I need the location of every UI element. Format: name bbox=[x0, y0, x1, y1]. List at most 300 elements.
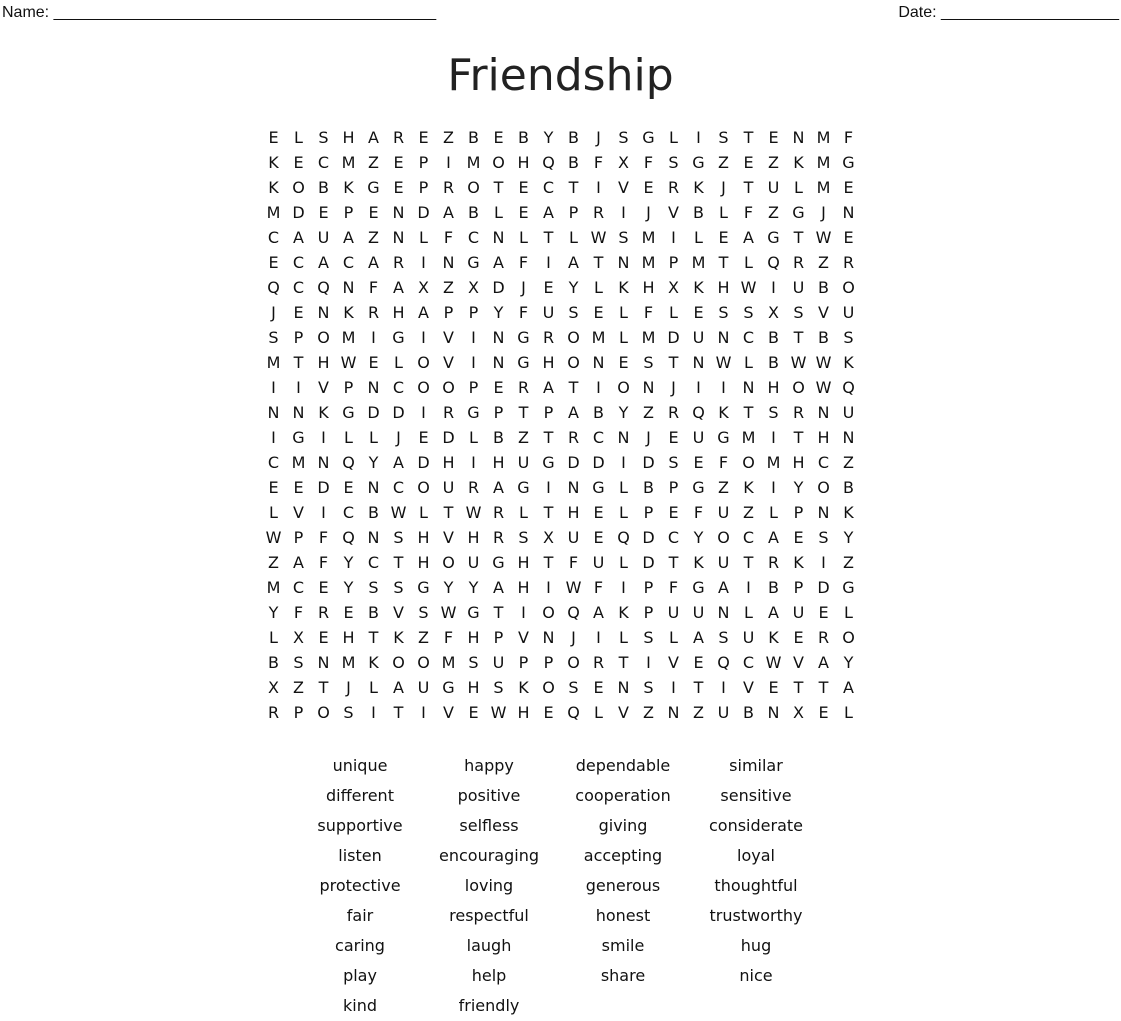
grid-letter: W bbox=[815, 228, 832, 247]
grid-letter: C bbox=[292, 578, 305, 597]
grid-letter: K bbox=[843, 353, 854, 372]
grid-letter: F bbox=[443, 628, 454, 647]
grid-letter: Y bbox=[843, 653, 854, 672]
grid-letter: A bbox=[568, 253, 579, 272]
grid-letter: O bbox=[442, 553, 455, 572]
grid-letter: Q bbox=[342, 453, 355, 472]
word-list-item: protective bbox=[319, 876, 401, 895]
grid-letter: L bbox=[719, 203, 728, 222]
grid-letter: W bbox=[565, 578, 582, 597]
grid-letter: B bbox=[468, 203, 479, 222]
grid-letter: S bbox=[568, 303, 579, 322]
grid-letter: F bbox=[293, 603, 304, 622]
grid-letter: W bbox=[490, 703, 507, 722]
grid-letter: T bbox=[793, 228, 804, 247]
grid-letter: L bbox=[619, 553, 628, 572]
grid-letter: T bbox=[793, 678, 804, 697]
grid-letter: W bbox=[390, 503, 407, 522]
grid-letter: E bbox=[668, 503, 679, 522]
grid-letter: Z bbox=[368, 228, 379, 247]
grid-letter: O bbox=[417, 378, 430, 397]
grid-letter: R bbox=[317, 603, 330, 622]
grid-letter: W bbox=[340, 353, 357, 372]
grid-letter: U bbox=[717, 553, 730, 572]
grid-letter: L bbox=[794, 178, 803, 197]
grid-letter: N bbox=[317, 303, 330, 322]
grid-letter: T bbox=[668, 353, 679, 372]
grid-letter: D bbox=[592, 453, 605, 472]
grid-letter: F bbox=[643, 153, 654, 172]
grid-letter: P bbox=[343, 378, 354, 397]
grid-letter: E bbox=[293, 478, 304, 497]
grid-letter: U bbox=[692, 328, 705, 347]
grid-letter: E bbox=[793, 528, 804, 547]
grid-letter: O bbox=[567, 353, 580, 372]
grid-letter: I bbox=[471, 328, 476, 347]
grid-letter: Z bbox=[818, 253, 829, 272]
grid-letter: E bbox=[768, 678, 779, 697]
grid-letter: M bbox=[691, 253, 706, 272]
grid-letter: K bbox=[618, 278, 629, 297]
grid-letter: X bbox=[543, 528, 554, 547]
grid-letter: P bbox=[468, 303, 479, 322]
grid-letter: N bbox=[367, 528, 380, 547]
grid-letter: K bbox=[618, 603, 629, 622]
grid-letter: C bbox=[292, 278, 305, 297]
grid-letter: M bbox=[641, 228, 656, 247]
grid-letter: I bbox=[696, 128, 701, 147]
grid-letter: V bbox=[443, 328, 454, 347]
grid-letter: F bbox=[518, 303, 529, 322]
grid-letter: P bbox=[518, 653, 529, 672]
grid-letter: L bbox=[619, 503, 628, 522]
grid-letter: U bbox=[692, 428, 705, 447]
grid-letter: I bbox=[546, 478, 551, 497]
grid-letter: O bbox=[417, 353, 430, 372]
grid-letter: M bbox=[291, 453, 306, 472]
grid-letter: A bbox=[693, 628, 704, 647]
grid-letter: T bbox=[568, 178, 579, 197]
word-list-item: considerate bbox=[708, 816, 803, 835]
grid-letter: B bbox=[568, 128, 579, 147]
grid-letter: U bbox=[792, 603, 805, 622]
grid-letter: N bbox=[492, 228, 505, 247]
grid-letter: N bbox=[717, 328, 730, 347]
grid-letter: M bbox=[341, 153, 356, 172]
grid-letter: T bbox=[743, 403, 754, 422]
grid-letter: V bbox=[818, 303, 829, 322]
grid-letter: W bbox=[815, 378, 832, 397]
grid-letter: L bbox=[619, 478, 628, 497]
word-list-item: similar bbox=[729, 756, 783, 775]
grid-letter: V bbox=[793, 653, 804, 672]
grid-letter: N bbox=[492, 353, 505, 372]
grid-letter: C bbox=[267, 453, 280, 472]
grid-letter: G bbox=[542, 453, 555, 472]
grid-letter: R bbox=[392, 253, 405, 272]
grid-letter: O bbox=[842, 278, 855, 297]
word-list-item: hug bbox=[740, 936, 772, 955]
word-list-item: supportive bbox=[317, 816, 403, 835]
grid-letter: U bbox=[767, 178, 780, 197]
grid-letter: E bbox=[293, 303, 304, 322]
grid-letter: O bbox=[317, 328, 330, 347]
grid-letter: F bbox=[693, 503, 704, 522]
grid-letter: I bbox=[421, 328, 426, 347]
grid-letter: Z bbox=[443, 128, 454, 147]
page-title: Friendship bbox=[447, 50, 674, 101]
word-list-item: trustworthy bbox=[709, 906, 803, 925]
grid-letter: N bbox=[367, 478, 380, 497]
grid-letter: H bbox=[417, 528, 430, 547]
grid-letter: D bbox=[317, 478, 330, 497]
grid-letter: I bbox=[771, 278, 776, 297]
grid-letter: P bbox=[643, 503, 654, 522]
word-list-item: thoughtful bbox=[714, 876, 798, 895]
grid-letter: L bbox=[394, 353, 403, 372]
grid-letter: T bbox=[518, 403, 529, 422]
grid-letter: Z bbox=[843, 553, 854, 572]
grid-letter: U bbox=[467, 553, 480, 572]
grid-letter: Y bbox=[268, 603, 279, 622]
word-list-item: caring bbox=[335, 936, 385, 955]
grid-letter: E bbox=[468, 703, 479, 722]
grid-letter: H bbox=[317, 353, 330, 372]
grid-letter: P bbox=[643, 603, 654, 622]
word-list-item: play bbox=[343, 966, 377, 985]
grid-letter: C bbox=[392, 378, 405, 397]
grid-letter: D bbox=[817, 578, 830, 597]
grid-letter: L bbox=[519, 503, 528, 522]
grid-letter: R bbox=[817, 628, 830, 647]
grid-letter: E bbox=[393, 178, 404, 197]
grid-letter: W bbox=[815, 353, 832, 372]
grid-letter: B bbox=[468, 128, 479, 147]
grid-letter: H bbox=[817, 428, 830, 447]
grid-letter: U bbox=[517, 453, 530, 472]
grid-letter: R bbox=[392, 128, 405, 147]
grid-letter: S bbox=[718, 303, 729, 322]
grid-letter: K bbox=[268, 178, 279, 197]
grid-letter: I bbox=[621, 578, 626, 597]
grid-letter: G bbox=[592, 478, 605, 497]
grid-row bbox=[261, 225, 861, 250]
grid-letter: T bbox=[818, 678, 829, 697]
grid-letter: X bbox=[268, 678, 279, 697]
grid-letter: N bbox=[542, 628, 555, 647]
grid-letter: I bbox=[321, 503, 326, 522]
grid-row bbox=[261, 650, 861, 675]
grid-letter: S bbox=[468, 653, 479, 672]
grid-letter: K bbox=[743, 478, 754, 497]
grid-letter: E bbox=[593, 528, 604, 547]
grid-letter: M bbox=[591, 328, 606, 347]
grid-row bbox=[261, 575, 861, 600]
grid-letter: E bbox=[268, 478, 279, 497]
grid-letter: W bbox=[715, 353, 732, 372]
grid-letter: H bbox=[717, 278, 730, 297]
grid-letter: E bbox=[693, 653, 704, 672]
grid-letter: V bbox=[618, 178, 629, 197]
grid-letter: U bbox=[542, 303, 555, 322]
grid-letter: G bbox=[692, 478, 705, 497]
grid-letter: T bbox=[493, 603, 504, 622]
grid-letter: T bbox=[543, 228, 554, 247]
grid-letter: J bbox=[271, 303, 276, 322]
grid-letter: L bbox=[294, 128, 303, 147]
grid-letter: Z bbox=[693, 703, 704, 722]
grid-letter: U bbox=[717, 503, 730, 522]
grid-letter: R bbox=[792, 403, 805, 422]
grid-letter: Y bbox=[343, 553, 354, 572]
grid-letter: E bbox=[318, 203, 329, 222]
grid-letter: S bbox=[268, 328, 279, 347]
grid-letter: D bbox=[642, 553, 655, 572]
grid-letter: G bbox=[517, 353, 530, 372]
grid-letter: R bbox=[367, 303, 380, 322]
grid-letter: N bbox=[492, 328, 505, 347]
grid-letter: H bbox=[792, 453, 805, 472]
grid-letter: F bbox=[668, 578, 679, 597]
grid-letter: L bbox=[369, 678, 378, 697]
grid-letter: P bbox=[793, 578, 804, 597]
grid-letter: H bbox=[492, 453, 505, 472]
grid-letter: Y bbox=[443, 578, 454, 597]
date-field-line: Date: ____________________ bbox=[898, 4, 1119, 21]
grid-letter: Z bbox=[443, 278, 454, 297]
grid-letter: W bbox=[765, 653, 782, 672]
grid-letter: C bbox=[342, 503, 355, 522]
grid-letter: H bbox=[392, 303, 405, 322]
grid-letter: T bbox=[793, 328, 804, 347]
grid-letter: N bbox=[617, 253, 630, 272]
grid-letter: E bbox=[693, 453, 704, 472]
grid-letter: J bbox=[671, 378, 676, 397]
grid-letter: M bbox=[741, 428, 756, 447]
grid-letter: I bbox=[471, 453, 476, 472]
grid-letter: X bbox=[293, 628, 304, 647]
grid-letter: L bbox=[419, 228, 428, 247]
grid-letter: H bbox=[417, 553, 430, 572]
grid-letter: B bbox=[368, 503, 379, 522]
grid-letter: X bbox=[468, 278, 479, 297]
grid-letter: D bbox=[492, 278, 505, 297]
grid-letter: A bbox=[768, 528, 779, 547]
grid-letter: O bbox=[792, 378, 805, 397]
grid-letter: R bbox=[492, 528, 505, 547]
grid-letter: M bbox=[816, 128, 831, 147]
grid-letter: C bbox=[292, 253, 305, 272]
grid-letter: R bbox=[517, 378, 530, 397]
grid-letter: K bbox=[343, 303, 354, 322]
grid-letter: O bbox=[442, 378, 455, 397]
grid-letter: A bbox=[343, 228, 354, 247]
grid-letter: V bbox=[443, 703, 454, 722]
grid-letter: B bbox=[518, 128, 529, 147]
grid-letter: D bbox=[667, 328, 680, 347]
grid-letter: G bbox=[692, 578, 705, 597]
word-list-item: fair bbox=[346, 906, 374, 925]
grid-row bbox=[261, 625, 861, 650]
grid-letter: C bbox=[817, 453, 830, 472]
grid-row bbox=[261, 300, 861, 325]
grid-letter: M bbox=[816, 153, 831, 172]
grid-letter: E bbox=[543, 278, 554, 297]
grid-letter: L bbox=[569, 228, 578, 247]
grid-letter: M bbox=[341, 328, 356, 347]
grid-letter: U bbox=[492, 653, 505, 672]
grid-letter: N bbox=[267, 403, 280, 422]
grid-row bbox=[261, 325, 861, 350]
grid-letter: L bbox=[619, 328, 628, 347]
grid-letter: E bbox=[418, 128, 429, 147]
grid-letter: Z bbox=[518, 428, 529, 447]
grid-letter: I bbox=[771, 428, 776, 447]
grid-letter: A bbox=[493, 253, 504, 272]
grid-letter: P bbox=[443, 303, 454, 322]
grid-letter: I bbox=[296, 378, 301, 397]
grid-letter: T bbox=[293, 353, 304, 372]
grid-letter: O bbox=[842, 628, 855, 647]
grid-letter: A bbox=[743, 228, 754, 247]
grid-letter: J bbox=[346, 678, 351, 697]
word-list-item: happy bbox=[464, 756, 514, 775]
grid-letter: T bbox=[543, 503, 554, 522]
grid-letter: E bbox=[643, 178, 654, 197]
grid-letter: I bbox=[271, 428, 276, 447]
grid-letter: A bbox=[293, 228, 304, 247]
grid-letter: R bbox=[442, 403, 455, 422]
grid-row bbox=[261, 675, 861, 700]
grid-letter: O bbox=[417, 653, 430, 672]
grid-letter: X bbox=[418, 278, 429, 297]
grid-letter: G bbox=[392, 328, 405, 347]
grid-letter: L bbox=[619, 628, 628, 647]
grid-letter: V bbox=[668, 653, 679, 672]
grid-letter: D bbox=[417, 203, 430, 222]
grid-letter: B bbox=[693, 203, 704, 222]
word-list-item: friendly bbox=[458, 996, 520, 1015]
word-list-item: nice bbox=[739, 966, 773, 985]
grid-letter: I bbox=[421, 703, 426, 722]
grid-letter: I bbox=[621, 453, 626, 472]
word-list-item: share bbox=[600, 966, 646, 985]
grid-letter: G bbox=[842, 153, 855, 172]
grid-letter: E bbox=[368, 203, 379, 222]
grid-letter: I bbox=[746, 578, 751, 597]
grid-letter: Z bbox=[718, 153, 729, 172]
grid-letter: F bbox=[318, 553, 329, 572]
grid-letter: I bbox=[471, 353, 476, 372]
grid-letter: N bbox=[667, 703, 680, 722]
grid-row bbox=[261, 250, 861, 275]
grid-letter: J bbox=[521, 278, 526, 297]
grid-letter: L bbox=[469, 428, 478, 447]
grid-letter: L bbox=[844, 703, 853, 722]
grid-letter: S bbox=[668, 153, 679, 172]
grid-letter: N bbox=[392, 203, 405, 222]
grid-letter: N bbox=[442, 253, 455, 272]
grid-letter: H bbox=[467, 628, 480, 647]
grid-letter: E bbox=[493, 378, 504, 397]
grid-letter: Z bbox=[643, 403, 654, 422]
grid-letter: A bbox=[293, 553, 304, 572]
grid-letter: B bbox=[318, 178, 329, 197]
grid-letter: P bbox=[793, 503, 804, 522]
grid-letter: L bbox=[694, 228, 703, 247]
grid-letter: N bbox=[842, 203, 855, 222]
grid-letter: Y bbox=[343, 578, 354, 597]
grid-letter: H bbox=[442, 453, 455, 472]
grid-letter: C bbox=[392, 478, 405, 497]
grid-letter: N bbox=[642, 378, 655, 397]
grid-letter: K bbox=[518, 678, 529, 697]
grid-letter: Q bbox=[342, 528, 355, 547]
grid-letter: T bbox=[543, 428, 554, 447]
grid-letter: Z bbox=[843, 453, 854, 472]
grid-letter: G bbox=[467, 403, 480, 422]
word-list-item: different bbox=[326, 786, 394, 805]
grid-letter: Z bbox=[293, 678, 304, 697]
grid-row bbox=[261, 200, 861, 225]
grid-letter: G bbox=[292, 428, 305, 447]
grid-letter: I bbox=[821, 553, 826, 572]
grid-letter: A bbox=[768, 603, 779, 622]
grid-letter: U bbox=[792, 278, 805, 297]
grid-letter: I bbox=[596, 378, 601, 397]
grid-letter: T bbox=[718, 253, 729, 272]
grid-letter: U bbox=[842, 403, 855, 422]
grid-letter: O bbox=[542, 603, 555, 622]
grid-letter: I bbox=[371, 703, 376, 722]
grid-letter: G bbox=[467, 603, 480, 622]
grid-letter: A bbox=[818, 653, 829, 672]
word-list-item: kind bbox=[342, 996, 377, 1015]
grid-row bbox=[261, 500, 861, 525]
grid-letter: P bbox=[493, 628, 504, 647]
grid-letter: M bbox=[266, 353, 281, 372]
word-list-item: encouraging bbox=[439, 846, 539, 865]
grid-letter: L bbox=[494, 203, 503, 222]
grid-row bbox=[261, 550, 861, 575]
grid-letter: Y bbox=[793, 478, 804, 497]
grid-letter: A bbox=[543, 378, 554, 397]
word-list-item: selfless bbox=[459, 816, 519, 835]
grid-letter: F bbox=[568, 553, 579, 572]
grid-letter: K bbox=[843, 503, 854, 522]
grid-letter: A bbox=[718, 578, 729, 597]
grid-letter: Z bbox=[368, 153, 379, 172]
grid-letter: U bbox=[317, 228, 330, 247]
grid-letter: E bbox=[593, 678, 604, 697]
grid-letter: L bbox=[619, 303, 628, 322]
grid-letter: C bbox=[742, 328, 755, 347]
grid-letter: C bbox=[317, 153, 330, 172]
grid-letter: H bbox=[467, 528, 480, 547]
grid-letter: I bbox=[646, 653, 651, 672]
grid-letter: I bbox=[696, 378, 701, 397]
grid-letter: T bbox=[793, 428, 804, 447]
grid-letter: R bbox=[767, 553, 780, 572]
grid-letter: G bbox=[442, 678, 455, 697]
grid-letter: D bbox=[417, 453, 430, 472]
grid-letter: E bbox=[843, 228, 854, 247]
grid-letter: F bbox=[368, 278, 379, 297]
grid-letter: S bbox=[493, 678, 504, 697]
grid-letter: R bbox=[792, 253, 805, 272]
grid-letter: I bbox=[546, 253, 551, 272]
grid-letter: Q bbox=[692, 403, 705, 422]
